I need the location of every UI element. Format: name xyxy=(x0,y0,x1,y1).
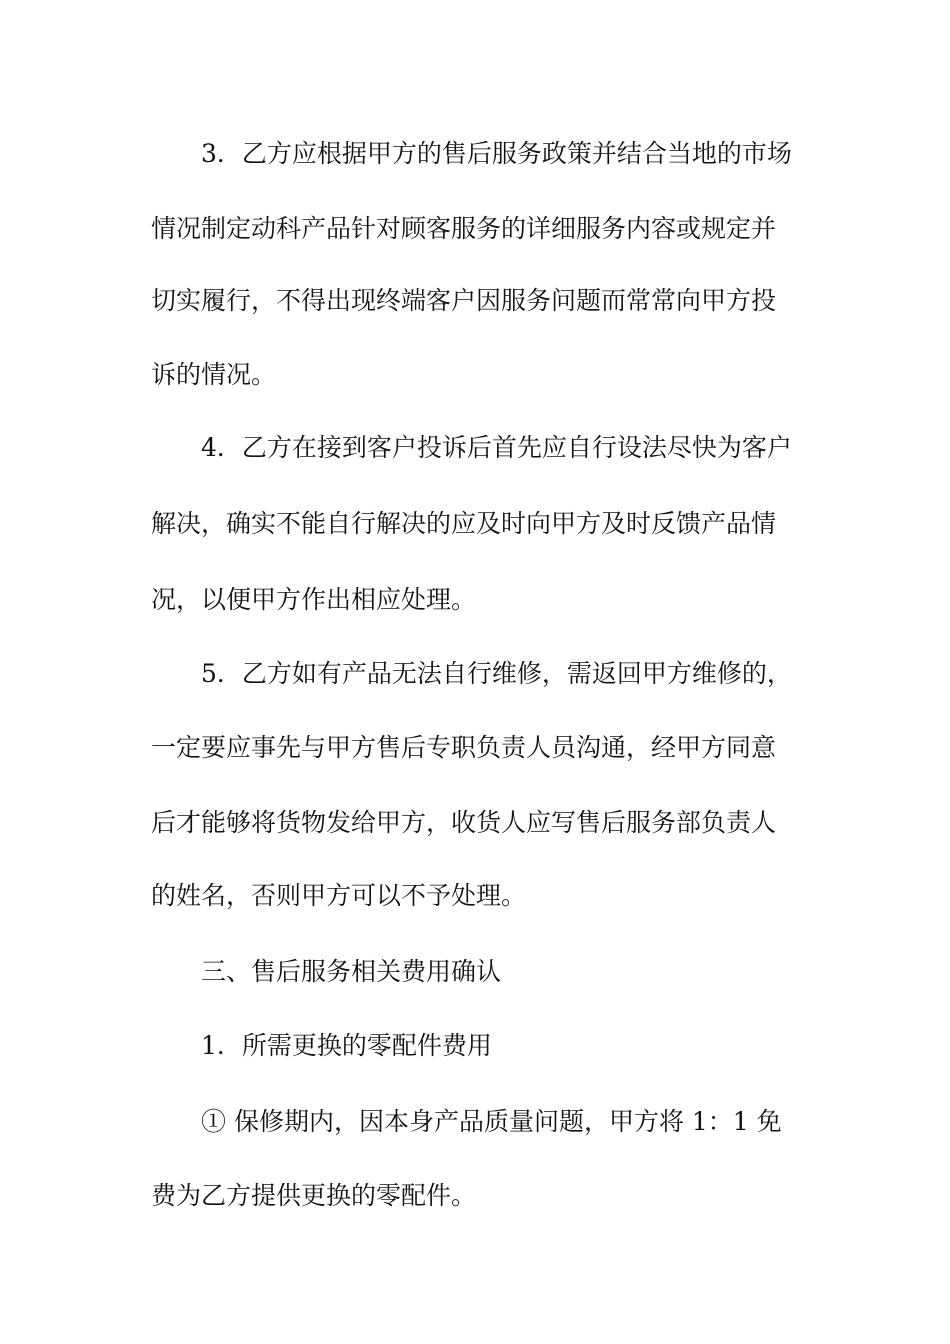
paragraph-3-line-1: 3．乙方应根据甲方的售后服务政策并结合当地的市场 xyxy=(201,139,792,168)
item-1-line-2: 费为乙方提供更换的零配件。 xyxy=(151,1181,477,1210)
item-1-line-1: ① 保修期内，因本身产品质量问题，甲方将 1：1 免 xyxy=(201,1107,782,1136)
paragraph-5-line-1: 5．乙方如有产品无法自行维修，需返回甲方维修的， xyxy=(201,659,792,688)
paragraph-4-line-1: 4．乙方在接到客户投诉后首先应自行设法尽快为客户 xyxy=(201,433,792,462)
paragraph-5-line-2: 一定要应事先与甲方售后专职负责人员沟通，经甲方同意 xyxy=(151,733,777,762)
paragraph-3-line-3: 切实履行，不得出现终端客户因服务问题而常常向甲方投 xyxy=(151,286,777,315)
subheading-1: 1．所需更换的零配件费用 xyxy=(201,1031,492,1060)
paragraph-5-line-4: 的姓名，否则甲方可以不予处理。 xyxy=(151,881,527,910)
paragraph-5-line-3: 后才能够将货物发给甲方，收货人应写售后服务部负责人 xyxy=(151,808,777,837)
section-heading: 三、售后服务相关费用确认 xyxy=(201,957,502,986)
paragraph-3-line-4: 诉的情况。 xyxy=(151,360,277,389)
paragraph-4-line-2: 解决，确实不能自行解决的应及时向甲方及时反馈产品情 xyxy=(151,509,777,538)
paragraph-3-line-2: 情况制定动科产品针对顾客服务的详细服务内容或规定并 xyxy=(151,214,777,243)
paragraph-4-line-3: 况，以便甲方作出相应处理。 xyxy=(151,585,477,614)
